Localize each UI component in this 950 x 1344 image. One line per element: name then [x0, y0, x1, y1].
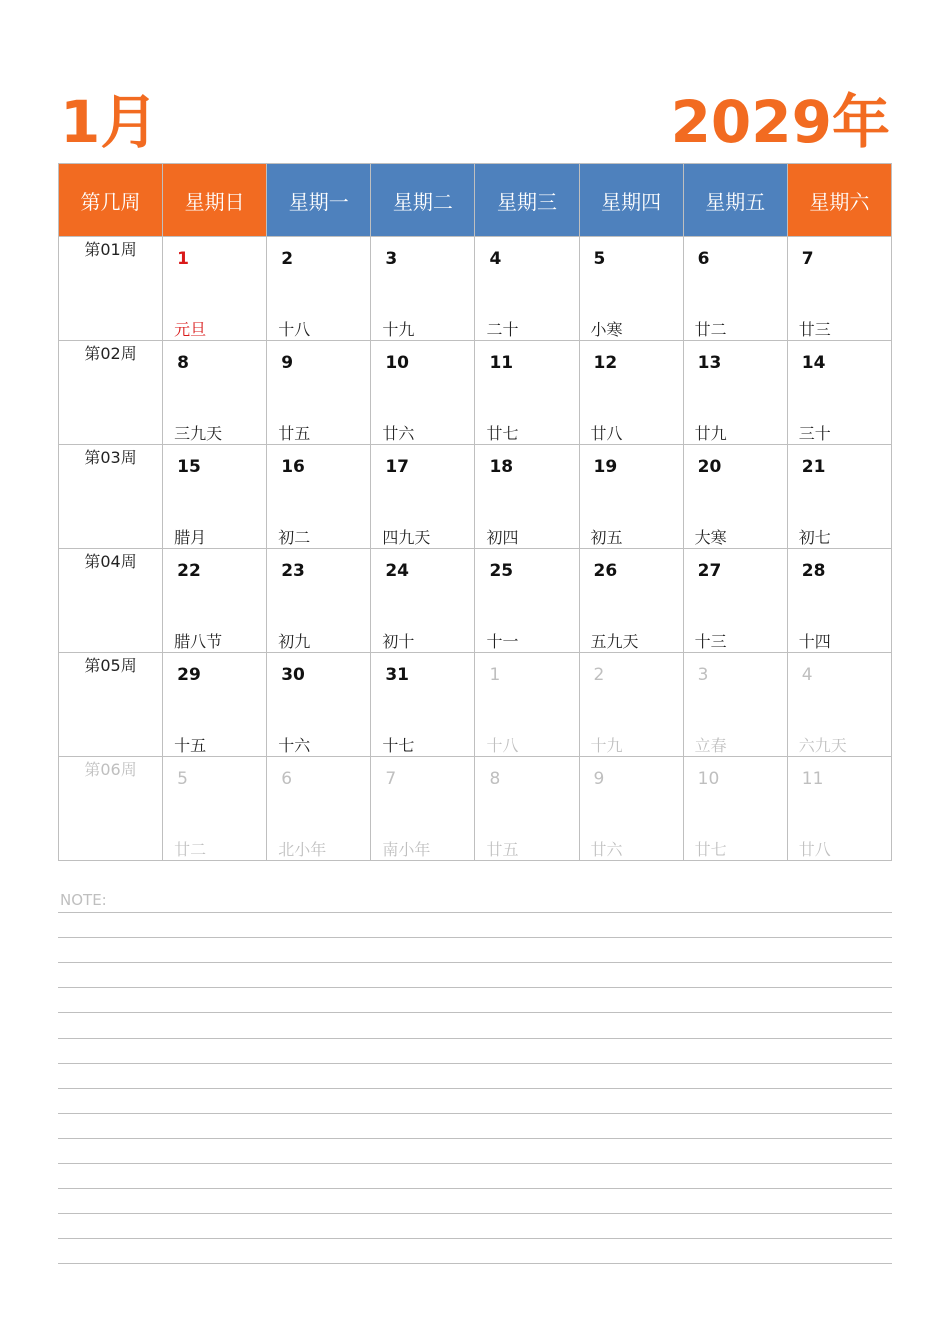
lunar-date-label: 廿六 — [590, 840, 623, 859]
note-line[interactable] — [58, 1113, 892, 1114]
month-title: 1月 — [60, 88, 159, 156]
day-cell[interactable] — [163, 549, 267, 653]
lunar-date-label: 廿六 — [382, 424, 415, 443]
day-cell[interactable] — [371, 237, 475, 341]
day-number: 24 — [385, 561, 409, 581]
lunar-date-label: 腊月 — [174, 528, 207, 547]
day-number: 22 — [177, 561, 201, 581]
day-cell[interactable] — [579, 653, 683, 757]
header-monday: 星期一 — [267, 164, 371, 237]
day-number: 5 — [593, 249, 606, 269]
day-number: 31 — [385, 665, 409, 685]
lunar-date-label: 廿九 — [694, 424, 727, 443]
lunar-date-label: 廿八 — [798, 840, 831, 859]
day-cell[interactable] — [787, 549, 891, 653]
day-cell[interactable] — [475, 757, 579, 861]
day-number: 23 — [281, 561, 305, 581]
lunar-date-label: 小寒 — [590, 320, 623, 339]
header-tuesday: 星期二 — [371, 164, 475, 237]
week-number-label: 第01周 — [59, 237, 163, 341]
lunar-date-label: 元旦 — [174, 320, 207, 339]
day-number: 9 — [593, 769, 605, 789]
day-number: 6 — [281, 769, 293, 789]
day-number: 5 — [177, 769, 188, 789]
day-cell[interactable] — [475, 341, 579, 445]
note-line[interactable] — [58, 1138, 892, 1139]
day-cell[interactable] — [579, 341, 683, 445]
day-cell[interactable] — [267, 341, 371, 445]
week-number-label: 第04周 — [59, 549, 163, 653]
lunar-date-label: 二十 — [486, 320, 519, 339]
calendar-grid — [58, 163, 892, 861]
day-cell[interactable] — [163, 341, 267, 445]
week-row — [59, 549, 892, 653]
day-number: 10 — [385, 353, 409, 373]
day-cell[interactable] — [371, 341, 475, 445]
day-cell[interactable] — [683, 341, 787, 445]
lunar-date-label: 初二 — [278, 528, 311, 547]
day-number: 7 — [385, 769, 397, 789]
lunar-date-label: 廿二 — [174, 840, 207, 859]
lunar-date-label: 十八 — [486, 736, 519, 755]
day-cell[interactable] — [579, 549, 683, 653]
lunar-date-label: 廿八 — [590, 424, 623, 443]
day-number: 28 — [801, 561, 826, 581]
day-cell[interactable] — [371, 549, 475, 653]
day-cell[interactable] — [787, 653, 891, 757]
day-number: 26 — [593, 561, 618, 581]
header-week-number: 第几周 — [59, 164, 163, 237]
note-label: NOTE: — [60, 891, 107, 909]
day-cell[interactable] — [683, 237, 787, 341]
day-number: 12 — [593, 353, 618, 373]
week-row — [59, 237, 892, 341]
day-number: 19 — [593, 457, 618, 477]
day-cell[interactable] — [267, 549, 371, 653]
day-number: 20 — [697, 457, 722, 477]
note-line[interactable] — [58, 1012, 892, 1013]
day-number: 4 — [489, 249, 502, 269]
day-cell[interactable] — [579, 237, 683, 341]
day-cell[interactable] — [267, 757, 371, 861]
day-number: 1 — [177, 249, 189, 269]
day-cell[interactable] — [267, 237, 371, 341]
day-cell[interactable] — [163, 653, 267, 757]
day-number: 25 — [489, 561, 514, 581]
day-cell[interactable] — [579, 445, 683, 549]
day-number: 3 — [385, 249, 398, 269]
day-cell[interactable] — [683, 757, 787, 861]
day-cell[interactable] — [267, 445, 371, 549]
day-number: 16 — [281, 457, 305, 477]
note-line[interactable] — [58, 1263, 892, 1264]
lunar-date-label: 初五 — [590, 528, 623, 547]
lunar-date-label: 十四 — [798, 632, 831, 651]
day-number: 2 — [281, 249, 294, 269]
day-cell[interactable] — [371, 757, 475, 861]
day-number: 18 — [489, 457, 514, 477]
day-number: 29 — [177, 665, 201, 685]
day-number: 6 — [697, 249, 710, 269]
header-sunday: 星期日 — [163, 164, 267, 237]
lunar-date-label: 五九天 — [590, 632, 639, 651]
day-cell[interactable] — [683, 549, 787, 653]
week-row — [59, 341, 892, 445]
day-cell[interactable] — [475, 237, 579, 341]
note-line[interactable] — [58, 937, 892, 938]
day-number: 30 — [281, 665, 305, 685]
year-title: 2029年 — [670, 88, 890, 156]
day-cell[interactable] — [683, 445, 787, 549]
day-number: 3 — [697, 665, 709, 685]
note-line[interactable] — [58, 1088, 892, 1089]
lunar-date-label: 立春 — [694, 736, 727, 755]
note-line[interactable] — [58, 987, 892, 988]
week-row — [59, 653, 892, 757]
day-number: 4 — [801, 665, 813, 685]
day-cell[interactable] — [787, 445, 891, 549]
lunar-date-label: 初四 — [486, 528, 519, 547]
day-number: 14 — [801, 353, 826, 373]
header-saturday: 星期六 — [787, 164, 891, 237]
header-thursday: 星期四 — [579, 164, 683, 237]
day-number: 11 — [801, 769, 824, 789]
header-friday: 星期五 — [683, 164, 787, 237]
day-cell[interactable] — [163, 237, 267, 341]
week-row — [59, 757, 892, 861]
lunar-date-label: 廿二 — [694, 320, 727, 339]
lunar-date-label: 大寒 — [694, 528, 727, 547]
lunar-date-label: 十五 — [174, 736, 207, 755]
note-line[interactable] — [58, 1213, 892, 1214]
day-number: 21 — [801, 457, 826, 477]
lunar-date-label: 六九天 — [798, 736, 847, 755]
note-line[interactable] — [58, 1038, 892, 1039]
lunar-date-label: 腊八节 — [174, 632, 223, 651]
week-number-label: 第06周 — [59, 757, 163, 861]
day-number: 1 — [489, 665, 501, 685]
note-line[interactable] — [58, 1063, 892, 1064]
day-cell[interactable] — [267, 653, 371, 757]
day-cell[interactable] — [787, 237, 891, 341]
week-row — [59, 445, 892, 549]
day-number: 8 — [177, 353, 189, 373]
lunar-date-label: 十九 — [590, 736, 623, 755]
day-number: 7 — [801, 249, 814, 269]
day-cell[interactable] — [475, 653, 579, 757]
week-number-label: 第05周 — [59, 653, 163, 757]
day-cell[interactable] — [787, 757, 891, 861]
lunar-date-label: 廿五 — [486, 840, 519, 859]
day-cell[interactable] — [475, 445, 579, 549]
lunar-date-label: 廿五 — [278, 424, 311, 443]
lunar-date-label: 初九 — [278, 632, 311, 651]
note-line[interactable] — [58, 1163, 892, 1164]
day-number: 27 — [697, 561, 722, 581]
lunar-date-label: 三九天 — [174, 424, 223, 443]
day-number: 13 — [697, 353, 722, 373]
weekday-header-row — [59, 164, 892, 237]
day-number: 10 — [697, 769, 720, 789]
day-number: 9 — [281, 353, 294, 373]
day-cell[interactable] — [371, 653, 475, 757]
header-wednesday: 星期三 — [475, 164, 579, 237]
day-cell[interactable] — [163, 757, 267, 861]
lunar-date-label: 十八 — [278, 320, 311, 339]
day-number: 8 — [489, 769, 501, 789]
lunar-date-label: 十一 — [486, 632, 519, 651]
lunar-date-label: 三十 — [798, 424, 831, 443]
week-number-label: 第03周 — [59, 445, 163, 549]
lunar-date-label: 十三 — [694, 632, 727, 651]
day-number: 11 — [489, 353, 514, 373]
lunar-date-label: 北小年 — [278, 840, 327, 859]
note-line[interactable] — [58, 1238, 892, 1239]
lunar-date-label: 廿七 — [694, 840, 727, 859]
day-cell[interactable] — [579, 757, 683, 861]
lunar-date-label: 十七 — [382, 736, 415, 755]
lunar-date-label: 十六 — [278, 736, 311, 755]
lunar-date-label: 初七 — [798, 528, 831, 547]
week-number-label: 第02周 — [59, 341, 163, 445]
day-number: 17 — [385, 457, 409, 477]
lunar-date-label: 南小年 — [382, 840, 431, 859]
lunar-date-label: 廿三 — [798, 320, 831, 339]
day-cell[interactable] — [683, 653, 787, 757]
lunar-date-label: 廿七 — [486, 424, 519, 443]
lunar-date-label: 四九天 — [382, 528, 431, 547]
day-cell[interactable] — [371, 445, 475, 549]
day-number: 15 — [177, 457, 201, 477]
day-number: 2 — [593, 665, 605, 685]
note-line[interactable] — [58, 1188, 892, 1189]
day-cell[interactable] — [163, 445, 267, 549]
note-line[interactable] — [58, 912, 892, 913]
lunar-date-label: 十九 — [382, 320, 415, 339]
note-line[interactable] — [58, 962, 892, 963]
lunar-date-label: 初十 — [382, 632, 415, 651]
day-cell[interactable] — [475, 549, 579, 653]
day-cell[interactable] — [787, 341, 891, 445]
